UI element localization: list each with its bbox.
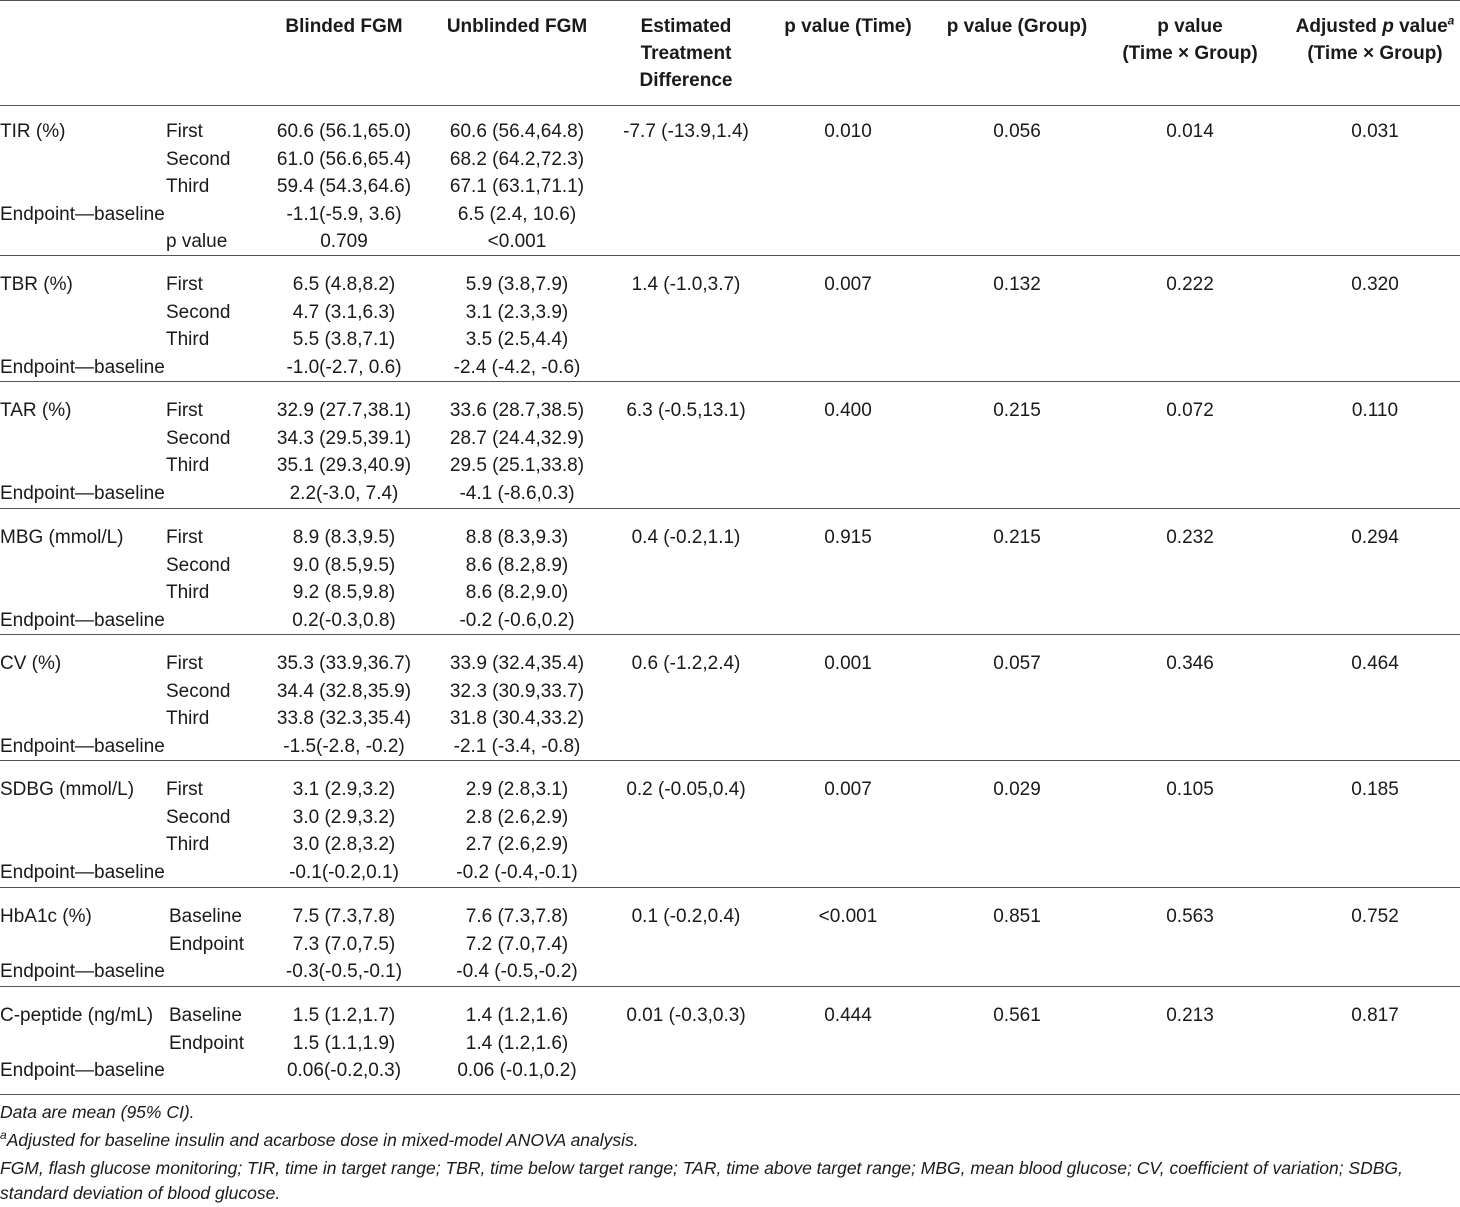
cell-blinded-fgm: 61.0 (56.6,65.4): [276, 148, 412, 170]
cell-unblinded-fgm: -0.2 (-0.4,-0.1): [456, 861, 578, 883]
cell-p-value-time: 0.001: [824, 653, 872, 674]
row-label: Second: [166, 148, 231, 170]
row-group-label: C-peptide (ng/mL): [0, 1005, 154, 1026]
cell-p-value-group: 0.056: [993, 121, 1041, 142]
group-separator-rule: [0, 986, 1460, 987]
cell-unblinded-fgm: -0.4 (-0.5,-0.2): [456, 961, 578, 982]
row-label: Third: [166, 329, 210, 350]
row-label: First: [166, 779, 203, 800]
cell-unblinded-fgm: -2.1 (-3.4, -0.8): [453, 735, 581, 757]
row-label: Second: [166, 554, 231, 576]
cell-estimated-treatment-difference: 0.2 (-0.05,0.4): [626, 779, 746, 800]
cell-estimated-treatment-difference: 1.4 (-1.0,3.7): [631, 274, 741, 295]
cell-unblinded-fgm: -0.2 (-0.6,0.2): [459, 609, 575, 631]
cell-p-value-time: 0.007: [824, 779, 872, 800]
header-blinded-fgm: Blinded FGM: [285, 16, 403, 37]
cell-p-value-group: 0.215: [993, 400, 1041, 421]
cell-blinded-fgm: 3.1 (2.9,3.2): [292, 779, 396, 800]
cell-unblinded-fgm: 5.9 (3.8,7.9): [465, 274, 569, 295]
row-label: First: [166, 400, 203, 421]
cell-p-value-group: 0.851: [993, 906, 1041, 927]
cell-unblinded-fgm: 6.5 (2.4, 10.6): [457, 203, 577, 225]
cell-unblinded-fgm: 33.6 (28.7,38.5): [449, 400, 585, 421]
cell-p-value-group: 0.029: [993, 779, 1041, 800]
row-label: Baseline: [169, 1005, 242, 1026]
cell-unblinded-fgm: 60.6 (56.4,64.8): [449, 121, 585, 142]
cell-blinded-fgm: 1.5 (1.1,1.9): [292, 1032, 396, 1054]
footnote-abbreviations-line1: FGM, flash glucose monitoring; TIR, time in target range; TBR, time below target range; TAR, time above target range; MBG, mean blood glucose; CV, coefficient of variation; SDBG,: [0, 1158, 1403, 1178]
row-label: Endpoint—baseline: [0, 482, 165, 504]
row-label: Second: [166, 680, 231, 702]
cell-p-value-time: 0.010: [824, 121, 872, 142]
cell-p-value-time-group: 0.213: [1166, 1005, 1214, 1026]
row-label: Endpoint—baseline: [0, 609, 165, 631]
group-separator-rule: [0, 381, 1460, 382]
cell-p-value-time: 0.400: [824, 400, 872, 421]
row-label: Baseline: [169, 906, 242, 927]
cell-blinded-fgm: 7.3 (7.0,7.5): [292, 933, 396, 955]
row-group-label: CV (%): [0, 653, 62, 674]
cell-p-value-group: 0.561: [993, 1005, 1041, 1026]
cell-blinded-fgm: 33.8 (32.3,35.4): [276, 708, 412, 729]
row-group-label: TBR (%): [0, 274, 73, 295]
header-estimated-treatment-difference: Estimated Treatment Difference: [639, 16, 733, 91]
cell-blinded-fgm: 32.9 (27.7,38.1): [276, 400, 412, 421]
cell-blinded-fgm: -1.5(-2.8, -0.2): [283, 735, 405, 757]
row-label: p value: [166, 231, 228, 252]
cell-unblinded-fgm: 67.1 (63.1,71.1): [449, 176, 585, 197]
cell-unblinded-fgm: 2.7 (2.6,2.9): [465, 834, 569, 855]
cell-estimated-treatment-difference: 0.1 (-0.2,0.4): [631, 906, 741, 927]
cell-blinded-fgm: 9.2 (8.5,9.8): [292, 582, 396, 603]
cell-unblinded-fgm: -4.1 (-8.6,0.3): [459, 482, 575, 504]
header-p-value-time-group: p value (Time × Group): [1122, 16, 1258, 64]
cell-p-value-time-group: 0.346: [1166, 653, 1214, 674]
cell-adjusted-p-value: 0.817: [1351, 1005, 1399, 1026]
footnote-adjusted: $^a$Adjusted for baseline insulin and acarbose dose in mixed-model ANOVA analysis.: [0, 1128, 639, 1150]
table-bottom-rule: [0, 1094, 1460, 1095]
cell-blinded-fgm: -1.0(-2.7, 0.6): [286, 356, 402, 378]
cell-p-value-time-group: 0.563: [1166, 906, 1214, 927]
cell-adjusted-p-value: 0.185: [1351, 779, 1399, 800]
row-label: Third: [166, 582, 210, 603]
cell-blinded-fgm: 3.0 (2.9,3.2): [292, 806, 396, 828]
cell-unblinded-fgm: 31.8 (30.4,33.2): [449, 708, 585, 729]
cell-adjusted-p-value: 0.464: [1351, 653, 1399, 674]
cell-blinded-fgm: -1.1(-5.9, 3.6): [286, 203, 402, 225]
row-label: Endpoint: [169, 933, 245, 955]
cell-blinded-fgm: -0.1(-0.2,0.1): [289, 861, 399, 883]
cell-unblinded-fgm: 1.4 (1.2,1.6): [465, 1032, 569, 1054]
cell-blinded-fgm: 8.9 (8.3,9.5): [292, 527, 396, 548]
row-group-label: TAR (%): [0, 400, 72, 421]
row-label: Endpoint—baseline: [0, 861, 165, 883]
header-adjusted-p-value: Adjusted p value$^a$ (Time × Group): [1295, 13, 1455, 64]
cell-unblinded-fgm: 2.8 (2.6,2.9): [465, 806, 569, 828]
footnote-abbreviations-line2: standard deviation of blood glucose.: [0, 1183, 281, 1203]
cell-unblinded-fgm: 68.2 (64.2,72.3): [449, 148, 585, 170]
row-label: Endpoint—baseline: [0, 1060, 165, 1081]
cell-blinded-fgm: 1.5 (1.2,1.7): [292, 1005, 396, 1026]
cell-unblinded-fgm: 8.6 (8.2,9.0): [465, 582, 569, 603]
cell-blinded-fgm: 35.1 (29.3,40.9): [276, 455, 412, 476]
cell-p-value-time-group: 0.222: [1166, 274, 1214, 295]
cell-unblinded-fgm: 29.5 (25.1,33.8): [449, 455, 585, 476]
footnote-data-description: Data are mean (95% CI).: [0, 1102, 195, 1122]
row-label: Third: [166, 834, 210, 855]
group-separator-rule: [0, 760, 1460, 761]
row-label: Third: [166, 455, 210, 476]
cell-p-value-time: 0.915: [824, 527, 872, 548]
cell-adjusted-p-value: 0.320: [1351, 274, 1399, 295]
cell-blinded-fgm: 9.0 (8.5,9.5): [292, 554, 396, 576]
header-bottom-rule: [0, 105, 1460, 106]
cell-estimated-treatment-difference: 0.01 (-0.3,0.3): [626, 1005, 746, 1026]
cell-blinded-fgm: 0.2(-0.3,0.8): [292, 609, 396, 631]
cell-unblinded-fgm: 0.06 (-0.1,0.2): [457, 1060, 577, 1081]
cell-adjusted-p-value: 0.110: [1351, 400, 1399, 421]
cell-blinded-fgm: 4.7 (3.1,6.3): [292, 301, 396, 323]
table-top-rule: [0, 0, 1460, 1]
row-label: Endpoint—baseline: [0, 356, 165, 378]
cell-estimated-treatment-difference: 0.4 (-0.2,1.1): [631, 527, 741, 548]
cell-blinded-fgm: 6.5 (4.8,8.2): [292, 274, 396, 295]
cell-p-value-time: 0.444: [824, 1005, 872, 1026]
cell-unblinded-fgm: 2.9 (2.8,3.1): [465, 779, 569, 800]
cell-p-value-group: 0.132: [993, 274, 1041, 295]
header-p-value-group: p value (Group): [946, 16, 1088, 37]
cell-blinded-fgm: 7.5 (7.3,7.8): [292, 906, 396, 927]
row-group-label: HbA1c (%): [0, 906, 92, 927]
cell-unblinded-fgm: 3.1 (2.3,3.9): [465, 301, 569, 323]
cell-blinded-fgm: 34.3 (29.5,39.1): [276, 427, 412, 449]
cell-unblinded-fgm: 8.8 (8.3,9.3): [465, 527, 569, 548]
cell-estimated-treatment-difference: -7.7 (-13.9,1.4): [623, 121, 749, 142]
row-label: Second: [166, 806, 231, 828]
cell-blinded-fgm: 5.5 (3.8,7.1): [292, 329, 396, 350]
cell-adjusted-p-value: 0.294: [1351, 527, 1399, 548]
cell-unblinded-fgm: 7.2 (7.0,7.4): [465, 933, 569, 955]
cell-blinded-fgm: 3.0 (2.8,3.2): [292, 834, 396, 855]
header-unblinded-fgm: Unblinded FGM: [446, 16, 588, 37]
cell-unblinded-fgm: 7.6 (7.3,7.8): [465, 906, 569, 927]
group-separator-rule: [0, 634, 1460, 635]
cell-p-value-time-group: 0.105: [1166, 779, 1214, 800]
cell-p-value-time: <0.001: [818, 906, 878, 927]
group-separator-rule: [0, 887, 1460, 888]
cell-p-value-time: 0.007: [824, 274, 872, 295]
cell-blinded-fgm: 59.4 (54.3,64.6): [276, 176, 412, 197]
cell-unblinded-fgm: 8.6 (8.2,8.9): [465, 554, 569, 576]
cell-blinded-fgm: 35.3 (33.9,36.7): [276, 653, 412, 674]
cell-unblinded-fgm: <0.001: [487, 231, 547, 252]
cell-unblinded-fgm: -2.4 (-4.2, -0.6): [453, 356, 581, 378]
row-label: Endpoint—baseline: [0, 961, 165, 982]
row-label: Endpoint: [169, 1032, 245, 1054]
cell-unblinded-fgm: 33.9 (32.4,35.4): [449, 653, 585, 674]
cell-unblinded-fgm: 32.3 (30.9,33.7): [449, 680, 585, 702]
row-label: First: [166, 121, 203, 142]
row-group-label: MBG (mmol/L): [0, 527, 124, 548]
cell-estimated-treatment-difference: 6.3 (-0.5,13.1): [626, 400, 746, 421]
cell-unblinded-fgm: 3.5 (2.5,4.4): [465, 329, 569, 350]
cell-blinded-fgm: -0.3(-0.5,-0.1): [285, 961, 403, 982]
row-label: Second: [166, 301, 231, 323]
row-label: First: [166, 527, 203, 548]
cell-p-value-time-group: 0.232: [1166, 527, 1214, 548]
cell-p-value-group: 0.215: [993, 527, 1041, 548]
row-label: Endpoint—baseline: [0, 203, 165, 225]
row-label: Endpoint—baseline: [0, 735, 165, 757]
cell-p-value-time-group: 0.014: [1166, 121, 1214, 142]
cell-estimated-treatment-difference: 0.6 (-1.2,2.4): [631, 653, 741, 674]
row-label: First: [166, 274, 203, 295]
group-separator-rule: [0, 255, 1460, 256]
row-label: First: [166, 653, 203, 674]
cell-blinded-fgm: 2.2(-3.0, 7.4): [289, 482, 399, 504]
row-group-label: SDBG (mmol/L): [0, 779, 135, 800]
cell-p-value-time-group: 0.072: [1166, 400, 1214, 421]
cell-adjusted-p-value: 0.031: [1351, 121, 1399, 142]
cell-adjusted-p-value: 0.752: [1351, 906, 1399, 927]
cell-blinded-fgm: 0.709: [320, 231, 368, 252]
cell-blinded-fgm: 60.6 (56.1,65.0): [276, 121, 412, 142]
header-p-value-time: p value (Time): [784, 16, 912, 37]
row-label: Third: [166, 176, 210, 197]
row-label: Third: [166, 708, 210, 729]
cell-p-value-group: 0.057: [993, 653, 1041, 674]
cell-unblinded-fgm: 1.4 (1.2,1.6): [465, 1005, 569, 1026]
cell-blinded-fgm: 34.4 (32.8,35.9): [276, 680, 412, 702]
cell-unblinded-fgm: 28.7 (24.4,32.9): [449, 427, 585, 449]
row-group-label: TIR (%): [0, 121, 66, 142]
cell-blinded-fgm: 0.06(-0.2,0.3): [286, 1060, 402, 1081]
row-label: Second: [166, 427, 231, 449]
group-separator-rule: [0, 508, 1460, 509]
